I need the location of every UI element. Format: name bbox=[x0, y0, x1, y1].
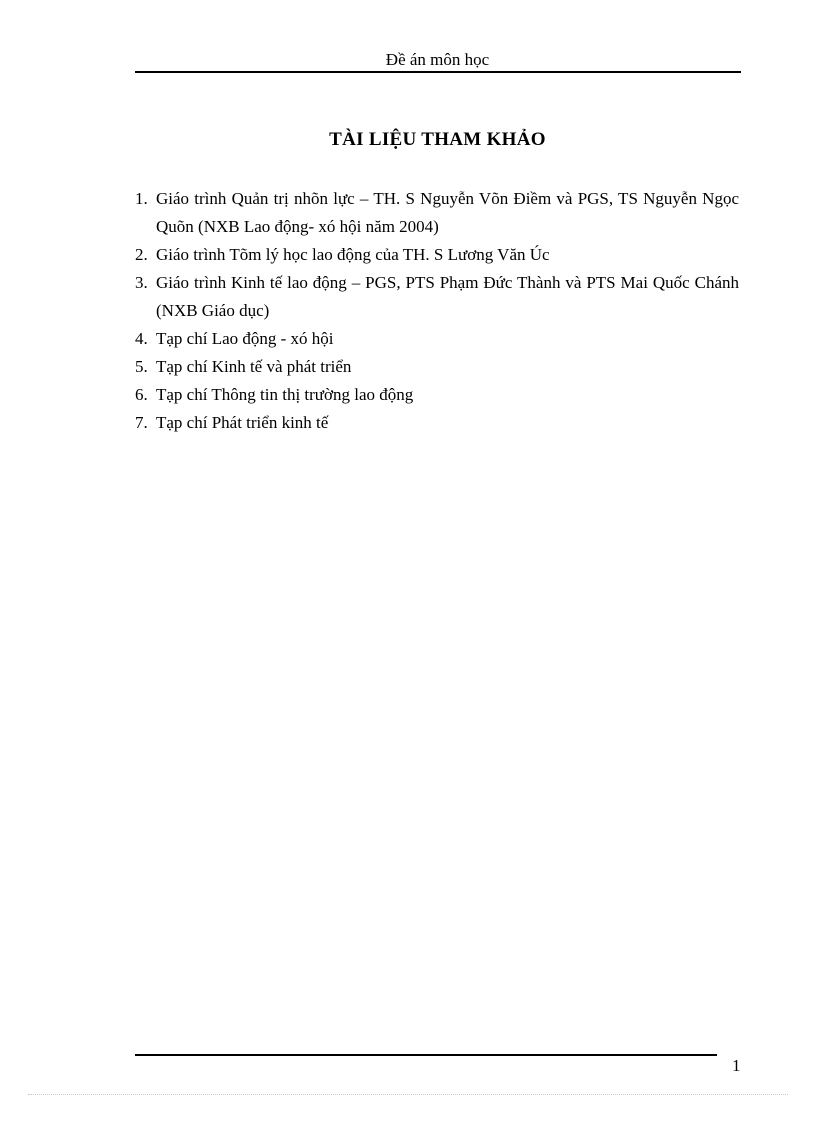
reference-number: 4. bbox=[135, 329, 148, 348]
page-bottom-dotted-line bbox=[28, 1094, 788, 1095]
reference-text: Tạp chí Kinh tế và phát triển bbox=[156, 357, 352, 376]
reference-item bbox=[135, 353, 739, 381]
reference-text: Tạp chí Lao động - xó hội bbox=[156, 329, 334, 348]
reference-text: Giáo trình Quản trị nhõn lực – TH. S Nguyễn Võn Điềm và PGS, TS Nguyễn Ngọc Quõn (NXB Lao động- xó hội năm 2004) bbox=[156, 189, 739, 236]
reference-number: 1. bbox=[135, 189, 148, 208]
page-number: 1 bbox=[732, 1056, 741, 1075]
reference-item bbox=[135, 269, 739, 325]
footer-divider bbox=[135, 1054, 717, 1056]
header-divider bbox=[135, 71, 741, 73]
reference-item bbox=[135, 325, 739, 353]
page-header-title: Đề án môn học bbox=[385, 50, 490, 69]
references-heading: TÀI LIỆU THAM KHẢO bbox=[329, 129, 546, 150]
reference-number: 6. bbox=[135, 385, 148, 404]
reference-number: 2. bbox=[135, 245, 148, 264]
reference-number: 5. bbox=[135, 357, 148, 376]
reference-item bbox=[135, 409, 739, 437]
reference-text: Tạp chí Thông tin thị trường lao động bbox=[156, 385, 414, 404]
reference-item bbox=[135, 185, 739, 241]
reference-number: 7. bbox=[135, 413, 148, 432]
reference-item bbox=[135, 381, 739, 409]
reference-item bbox=[135, 241, 739, 269]
reference-text: Tạp chí Phát triển kinh tế bbox=[156, 413, 329, 432]
reference-text: Giáo trình Tõm lý học lao động của TH. S Lương Văn Úc bbox=[156, 245, 550, 264]
reference-text: Giáo trình Kinh tế lao động – PGS, PTS Phạm Đức Thành và PTS Mai Quốc Chánh (NXB Giáo dục) bbox=[156, 273, 739, 320]
reference-number: 3. bbox=[135, 273, 148, 292]
reference-list bbox=[135, 185, 739, 437]
